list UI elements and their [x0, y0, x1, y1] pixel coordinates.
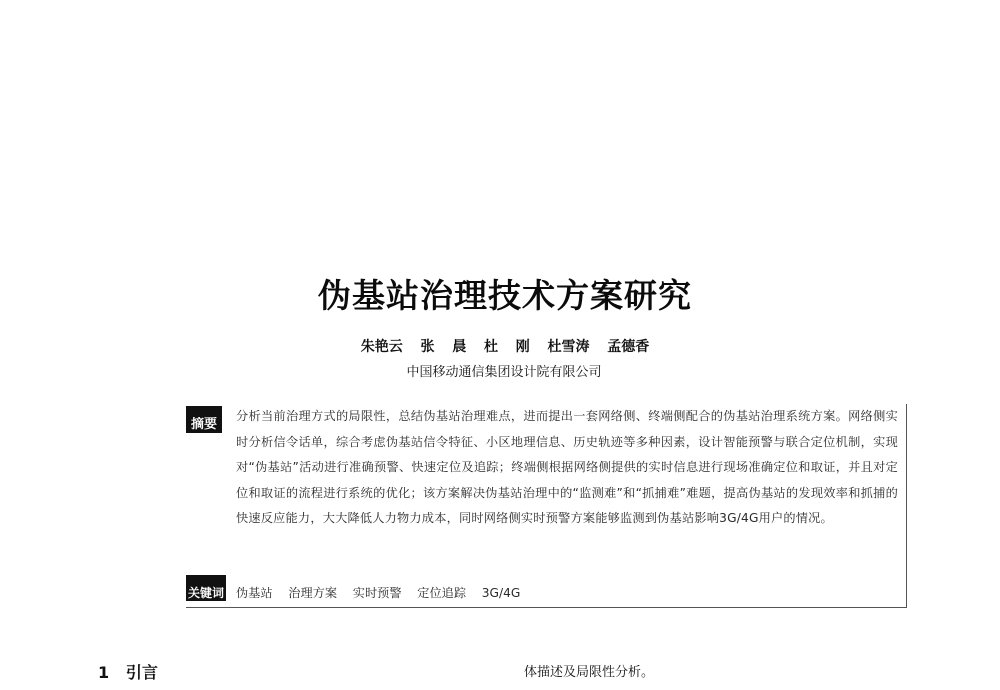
paper-title: 伪基站治理技术方案研究 — [318, 276, 692, 315]
author-list: 朱艳云 张 晨 杜 刚 杜雪涛 孟德香 — [360, 339, 650, 355]
abstract-text: 分析当前治理方式的局限性，总结伪基站治理难点，进而提出一套网络侧、终端侧配合的伪基站治理系统方案。网络侧实时分析信令话单，综合考虑伪基站信令特征、小区地理信息、历史轨迹等多种因素，设计智能预警与联合定位机制，实现对“伪基站”活动进行准确预警、快速定位及追踪；终端侧根据网络侧提供的实时信息进行现场准确定位和取证，并且对定位和取证的流程进行系统的优化；该方案解决伪基站治理中的“监测难”和“抓捕难”难题，提高伪基站的发现效率和抓捕的快速反应能力，大大降低人力物力成本，同时网络侧实时预警方案能够监测到伪基站影响3G/4G用户的情况。 — [236, 409, 898, 525]
abstract-label: 摘要 — [186, 417, 222, 433]
section-heading: 1 引言 — [98, 663, 158, 682]
body-text-fragment: 体描述及局限性分析。 — [524, 665, 655, 680]
keywords-text: 伪基站 治理方案 实时预警 定位追踪 3G/4G — [236, 586, 521, 600]
affiliation: 中国移动通信集团设计院有限公司 — [406, 365, 602, 380]
keywords-label: 关键词 — [188, 586, 225, 600]
